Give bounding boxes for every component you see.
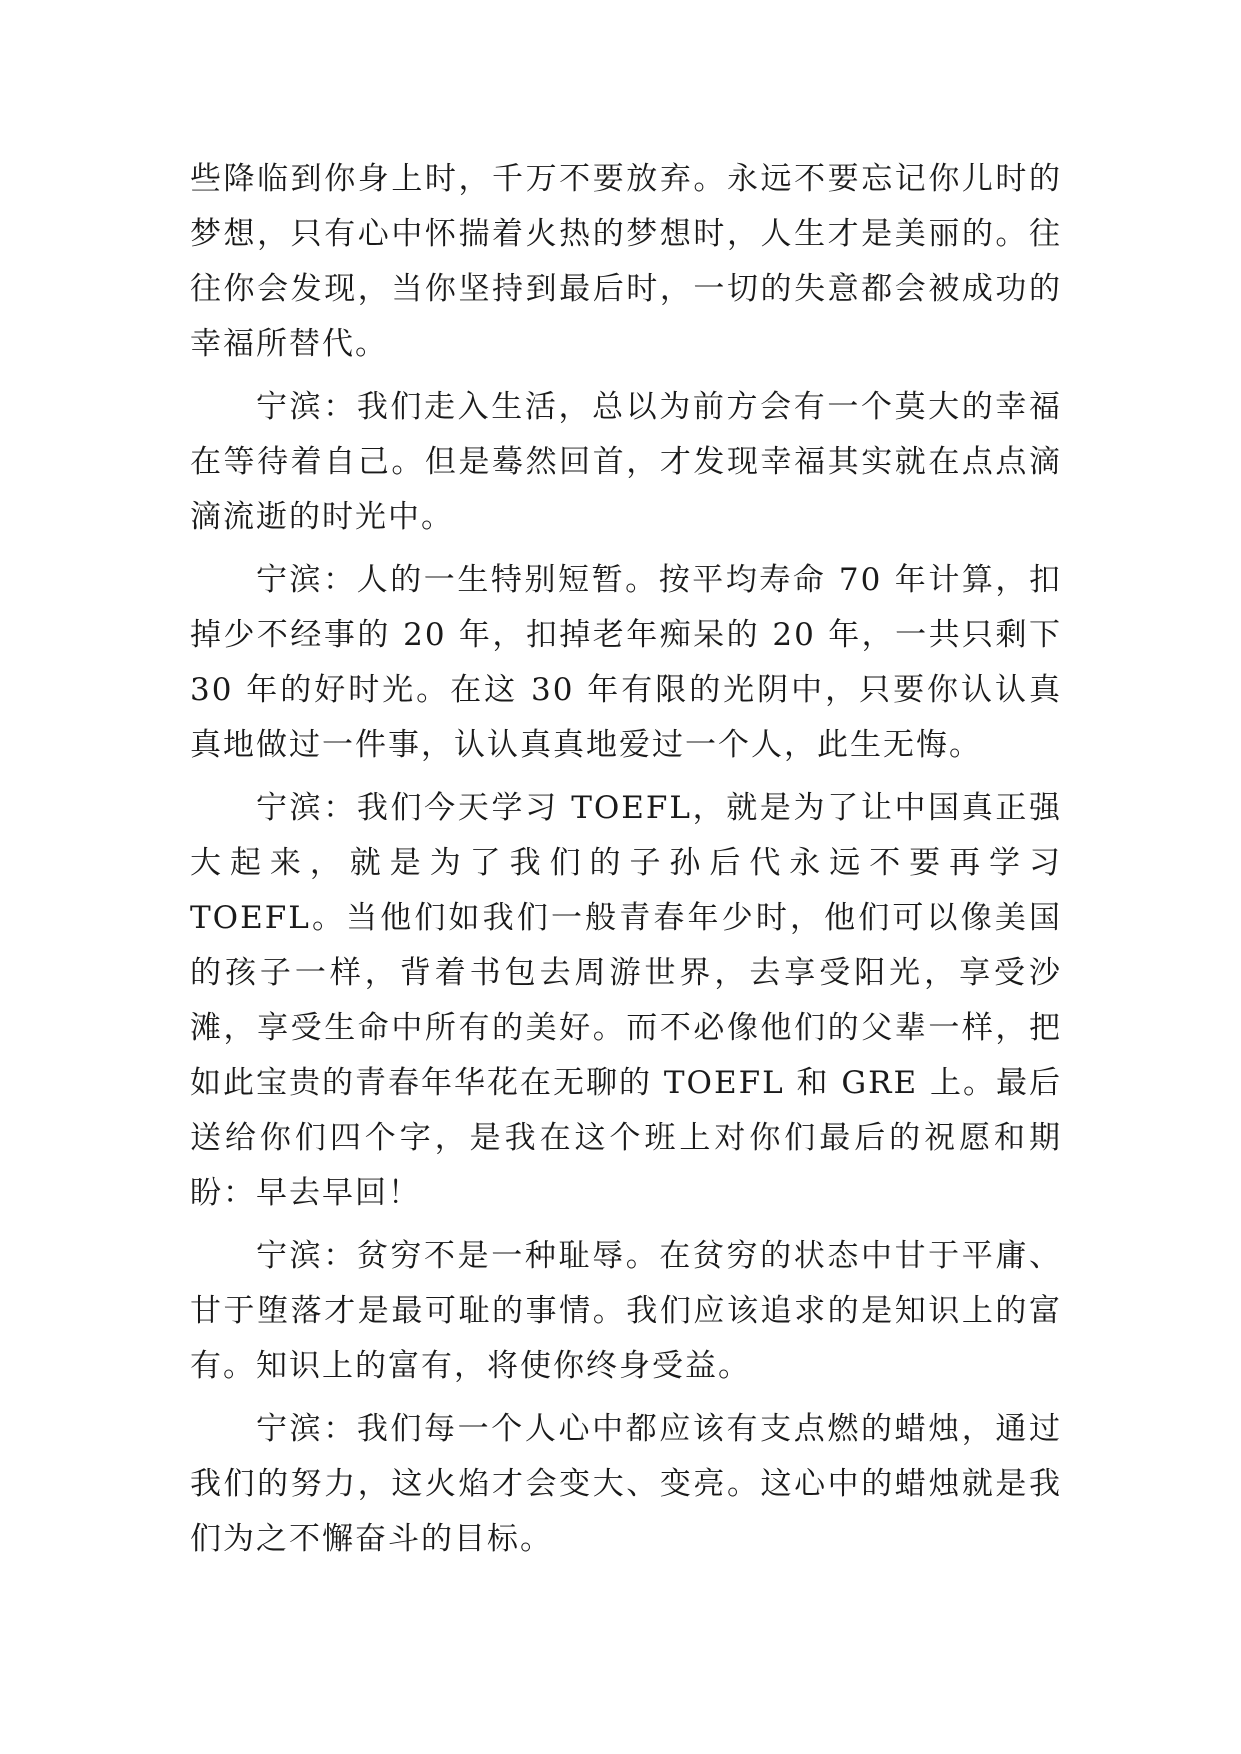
paragraph-1: 些降临到你身上时，千万不要放弃。永远不要忘记你儿时的梦想，只有心中怀揣着火热的梦想时，人生才是美丽的。往往你会发现，当你坚持到最后时，一切的失意都会被成功的幸福所替代。 [190, 161, 1062, 362]
paragraph-5: 宁滨：贫穷不是一种耻辱。在贫穷的状态中甘于平庸、甘于堕落才是最可耻的事情。我们应该追求的是知识上的富有。知识上的富有，将使你终身受益。 [190, 1238, 1062, 1384]
paragraph-4: 宁滨：我们今天学习 TOEFL，就是为了让中国真正强大起来，就是为了我们的子孙后代永远不要再学习 TOEFL。当他们如我们一般青春年少时，他们可以像美国的孩子一样，背着书包去周游世界，去享受阳光，享受沙滩，享受生命中所有的美好。而不必像他们的父辈一样，把如此宝贵的青春年华花在无聊的 TOEFL 和 GRE 上。最后送给你们四个字，是我在这个班上对你们最后的祝愿和期盼：早去早回！ [190, 790, 1062, 1211]
paragraph-3: 宁滨：人的一生特别短暂。按平均寿命 70 年计算，扣掉少不经事的 20 年，扣掉老年痴呆的 20 年，一共只剩下 30 年的好时光。在这 30 年有限的光阴中，只要你认认真真地做过一件事，认认真真地爱过一个人，此生无悔。 [190, 562, 1062, 763]
paragraph-2: 宁滨：我们走入生活，总以为前方会有一个莫大的幸福在等待着自己。但是蓦然回首，才发现幸福其实就在点点滴滴流逝的时光中。 [190, 389, 1062, 535]
paragraph-6: 宁滨：我们每一个人心中都应该有支点燃的蜡烛，通过我们的努力，这火焰才会变大、变亮。这心中的蜡烛就是我们为之不懈奋斗的目标。 [190, 1411, 1062, 1557]
document-body [190, 152, 1062, 1575]
